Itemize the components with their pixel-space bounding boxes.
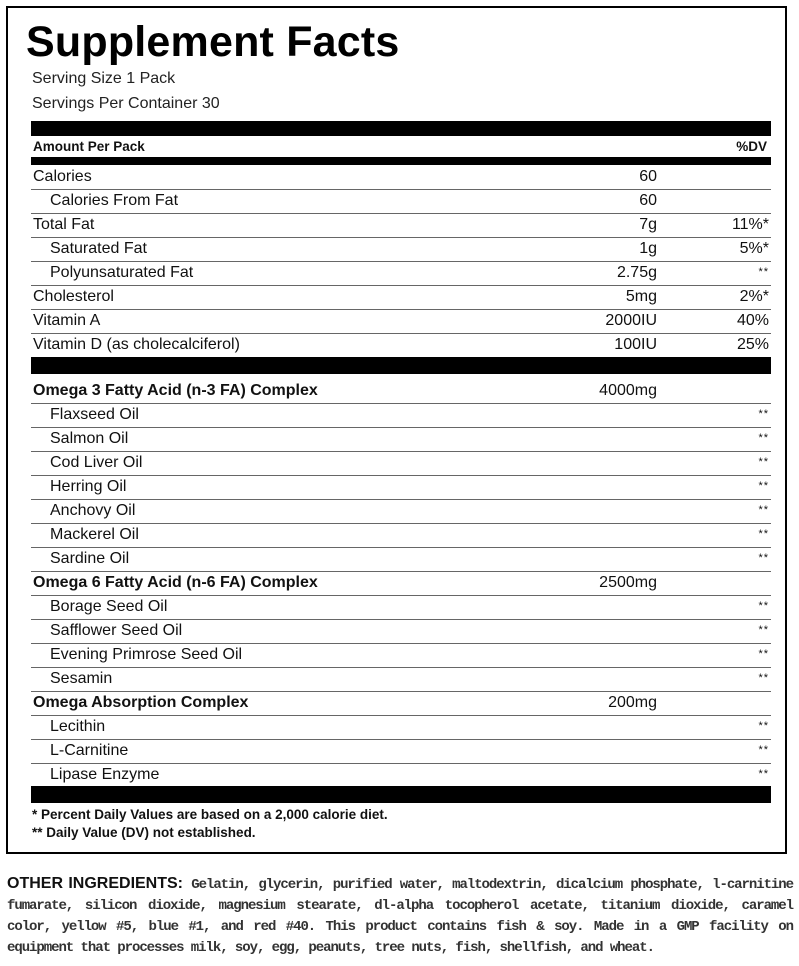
complex-item-row xyxy=(31,452,771,476)
header-divider xyxy=(31,157,771,165)
ingredient-amount: 2000IU xyxy=(605,312,657,329)
ingredient-name: Sardine Oil xyxy=(50,550,130,567)
footnote-percent-dv: * Percent Daily Values are based on a 2,000 calorie diet. xyxy=(32,807,388,822)
ingredient-name: Flaxseed Oil xyxy=(50,406,139,423)
ingredient-amount: 2.75g xyxy=(616,264,657,281)
complex-item-row xyxy=(31,500,771,524)
thick-divider xyxy=(31,786,771,803)
ingredient-dv: ** xyxy=(758,720,769,732)
ingredient-name: Anchovy Oil xyxy=(50,502,136,519)
ingredient-dv: ** xyxy=(758,624,769,636)
ingredient-name: Total Fat xyxy=(33,216,95,233)
ingredient-name: Borage Seed Oil xyxy=(50,598,168,615)
ingredient-name: Polyunsaturated Fat xyxy=(50,264,194,281)
ingredient-name: Herring Oil xyxy=(50,478,127,495)
ingredient-amount: 4000mg xyxy=(599,382,657,399)
ingredient-name: Safflower Seed Oil xyxy=(50,622,183,639)
other-ingredients xyxy=(7,873,793,959)
thick-divider xyxy=(31,121,771,136)
complex-item-row xyxy=(31,740,771,764)
ingredient-name: Saturated Fat xyxy=(50,240,147,257)
ingredient-name: Sesamin xyxy=(50,670,113,687)
ingredient-name: Omega Absorption Complex xyxy=(33,694,249,711)
ingredient-dv: ** xyxy=(758,672,769,684)
complex-item-row xyxy=(31,764,771,788)
ingredient-name: Salmon Oil xyxy=(50,430,129,447)
ingredient-name: Vitamin D (as cholecalciferol) xyxy=(33,336,240,353)
ingredient-name: Lecithin xyxy=(50,718,106,735)
ingredient-amount: 7g xyxy=(639,216,657,233)
ingredient-dv: 25% xyxy=(736,336,769,353)
ingredient-name: Vitamin A xyxy=(33,312,101,329)
complex-item-row xyxy=(31,620,771,644)
other-ingredients-text: Gelatin, glycerin, purified water, maltodextrin, dicalcium phosphate, l-carnitine fumarate, silicon dioxide, magnesium stearate, dl-alpha tocopherol acetate, titanium dioxide, caramel color, yellow #5, blue #1, and red #40. This product contains fish & soy. Made in a GMP facility on equipment that processes milk, soy, egg, peanuts, tree nuts, fish, shellfish, and wheat. xyxy=(7,877,793,956)
ingredient-dv: ** xyxy=(758,744,769,756)
ingredient-dv: 2%* xyxy=(739,288,769,305)
ingredient-name: Cholesterol xyxy=(33,288,114,305)
nutrient-row xyxy=(31,166,771,190)
ingredient-name: Calories xyxy=(33,168,92,185)
nutrient-row xyxy=(31,214,771,238)
ingredient-name: Omega 6 Fatty Acid (n-6 FA) Complex xyxy=(33,574,318,591)
complex-item-row xyxy=(31,524,771,548)
ingredient-dv: ** xyxy=(758,266,769,278)
nutrient-row xyxy=(31,286,771,310)
ingredient-dv: ** xyxy=(758,768,769,780)
complex-item-row xyxy=(31,716,771,740)
complex-header-row xyxy=(31,380,771,404)
ingredient-dv: ** xyxy=(758,528,769,540)
ingredient-name: Omega 3 Fatty Acid (n-3 FA) Complex xyxy=(33,382,318,399)
nutrient-row xyxy=(31,238,771,262)
other-ingredients-label: OTHER INGREDIENTS: xyxy=(7,875,184,892)
amount-per-pack-label: Amount Per Pack xyxy=(33,139,145,154)
complex-item-row xyxy=(31,476,771,500)
ingredient-dv: ** xyxy=(758,456,769,468)
ingredient-dv: 5%* xyxy=(739,240,769,257)
complex-header-row xyxy=(31,692,771,716)
ingredient-dv: ** xyxy=(758,432,769,444)
nutrient-row xyxy=(31,190,771,214)
ingredient-dv: 40% xyxy=(736,312,769,329)
complex-item-row xyxy=(31,644,771,668)
nutrient-row xyxy=(31,262,771,286)
ingredient-name: Calories From Fat xyxy=(50,192,179,209)
ingredient-dv: 11%* xyxy=(731,216,769,233)
ingredient-amount: 200mg xyxy=(608,694,657,711)
ingredient-dv: ** xyxy=(758,480,769,492)
ingredient-dv: ** xyxy=(758,600,769,612)
complex-header-row xyxy=(31,572,771,596)
nutrient-row xyxy=(31,334,771,358)
panel-title: Supplement Facts xyxy=(26,18,400,66)
complex-item-row xyxy=(31,548,771,572)
ingredient-dv: ** xyxy=(758,552,769,564)
ingredient-name: Cod Liver Oil xyxy=(50,454,143,471)
ingredient-name: L-Carnitine xyxy=(50,742,129,759)
ingredient-amount: 60 xyxy=(639,192,657,209)
ingredient-amount: 2500mg xyxy=(599,574,657,591)
servings-per-container: Servings Per Container 30 xyxy=(32,95,220,112)
complex-item-row xyxy=(31,596,771,620)
dv-header-label: %DV xyxy=(736,139,767,154)
footnote-dv-not-established: ** Daily Value (DV) not established. xyxy=(32,825,256,840)
ingredient-name: Mackerel Oil xyxy=(50,526,139,543)
complex-item-row xyxy=(31,404,771,428)
complex-item-row xyxy=(31,668,771,692)
thick-divider xyxy=(31,357,771,374)
ingredient-dv: ** xyxy=(758,504,769,516)
nutrient-row xyxy=(31,310,771,334)
ingredient-dv: ** xyxy=(758,648,769,660)
amount-header xyxy=(33,139,769,157)
complex-item-row xyxy=(31,428,771,452)
ingredient-amount: 1g xyxy=(639,240,657,257)
ingredient-amount: 5mg xyxy=(625,288,657,305)
ingredient-dv: ** xyxy=(758,408,769,420)
ingredient-name: Lipase Enzyme xyxy=(50,766,160,783)
ingredient-amount: 100IU xyxy=(614,336,657,353)
ingredient-name: Evening Primrose Seed Oil xyxy=(50,646,243,663)
ingredient-amount: 60 xyxy=(639,168,657,185)
serving-size: Serving Size 1 Pack xyxy=(32,70,176,87)
